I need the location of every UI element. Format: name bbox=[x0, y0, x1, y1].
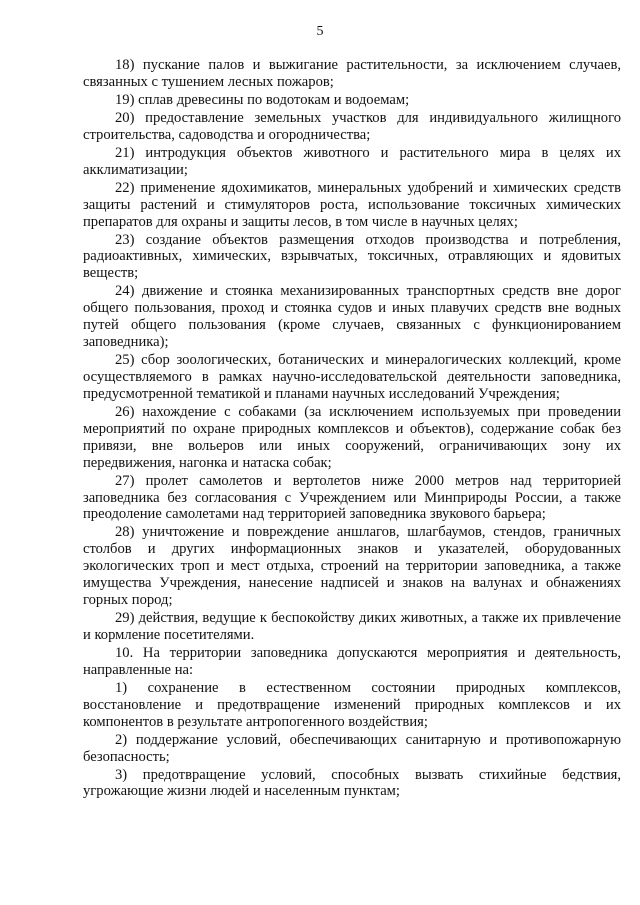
permitted-item-3: 3) предотвращение условий, способных вызвать стихийные бедствия, угрожающие жизни людей и населенным пунктам; bbox=[83, 766, 621, 800]
list-item-27: 27) пролет самолетов и вертолетов ниже 2000 метров над территорией заповедника без согласования с Учреждением или Минприроды России, а также преодоление самолетами над территорией заповедника звукового барьера; bbox=[83, 472, 621, 523]
list-item-28: 28) уничтожение и повреждение аншлагов, шлагбаумов, стендов, граничных столбов и других информационных знаков и указателей, оборудованных экологических троп и мест отдыха, строений на территории заповедника, а также имущества Учреждения, нанесение надписей и знаков на валунах и обнажениях горных пород; bbox=[83, 524, 621, 609]
list-item-22: 22) применение ядохимикатов, минеральных удобрений и химических средств защиты растений и стимуляторов роста, использование токсичных химических препаратов для охраны и защиты лесов, в том числе в научных целях; bbox=[83, 179, 621, 230]
list-item-25: 25) сбор зоологических, ботанических и минералогических коллекций, кроме осуществляемого в рамках научно-исследовательской деятельности заповедника, предусмотренной тематикой и планами научных исследований Учреждения; bbox=[83, 352, 621, 402]
permitted-item-2: 2) поддержание условий, обеспечивающих санитарную и противопожарную безопасность; bbox=[83, 731, 621, 765]
list-item-21: 21) интродукция объектов животного и растительного мира в целях их акклиматизации; bbox=[83, 144, 621, 178]
section-10-heading: 10. На территории заповедника допускаются мероприятия и деятельность, направленные на: bbox=[83, 644, 621, 678]
page-number: 5 bbox=[316, 24, 324, 39]
list-item-26: 26) нахождение с собаками (за исключением используемых при проведении мероприятий по охране природных комплексов и объектов), содержание собак без привязи, вне вольеров или иных сооружений, ограничивающих зону их передвижения, нагонка и натаска собак; bbox=[83, 403, 621, 471]
list-item-23: 23) создание объектов размещения отходов производства и потребления, радиоактивных, химических, взрывчатых, токсичных, отравляющих и ядовитых веществ; bbox=[83, 231, 621, 282]
list-item-29: 29) действия, ведущие к беспокойству диких животных, а также их привлечение и кормление посетителями. bbox=[83, 610, 621, 643]
list-item-24: 24) движение и стоянка механизированных транспортных средств вне дорог общего пользования, проход и стоянка судов и иных плавучих средств вне водных путей общего пользования (кроме случаев, связанных с функционированием заповедника); bbox=[83, 283, 621, 351]
list-item-18: 18) пускание палов и выжигание растительности, за исключением случаев, связанных с тушением лесных пожаров; bbox=[83, 57, 621, 90]
permitted-item-1: 1) сохранение в естественном состоянии природных комплексов, восстановление и предотвращение изменений природных комплексов и их компонентов в результате антропогенного воздействия; bbox=[83, 679, 621, 730]
list-item-19: 19) сплав древесины по водотокам и водоемам; bbox=[115, 91, 410, 108]
document-body bbox=[83, 57, 621, 801]
list-item-20: 20) предоставление земельных участков для индивидуального жилищного строительства, садоводства и огородничества; bbox=[83, 109, 621, 143]
